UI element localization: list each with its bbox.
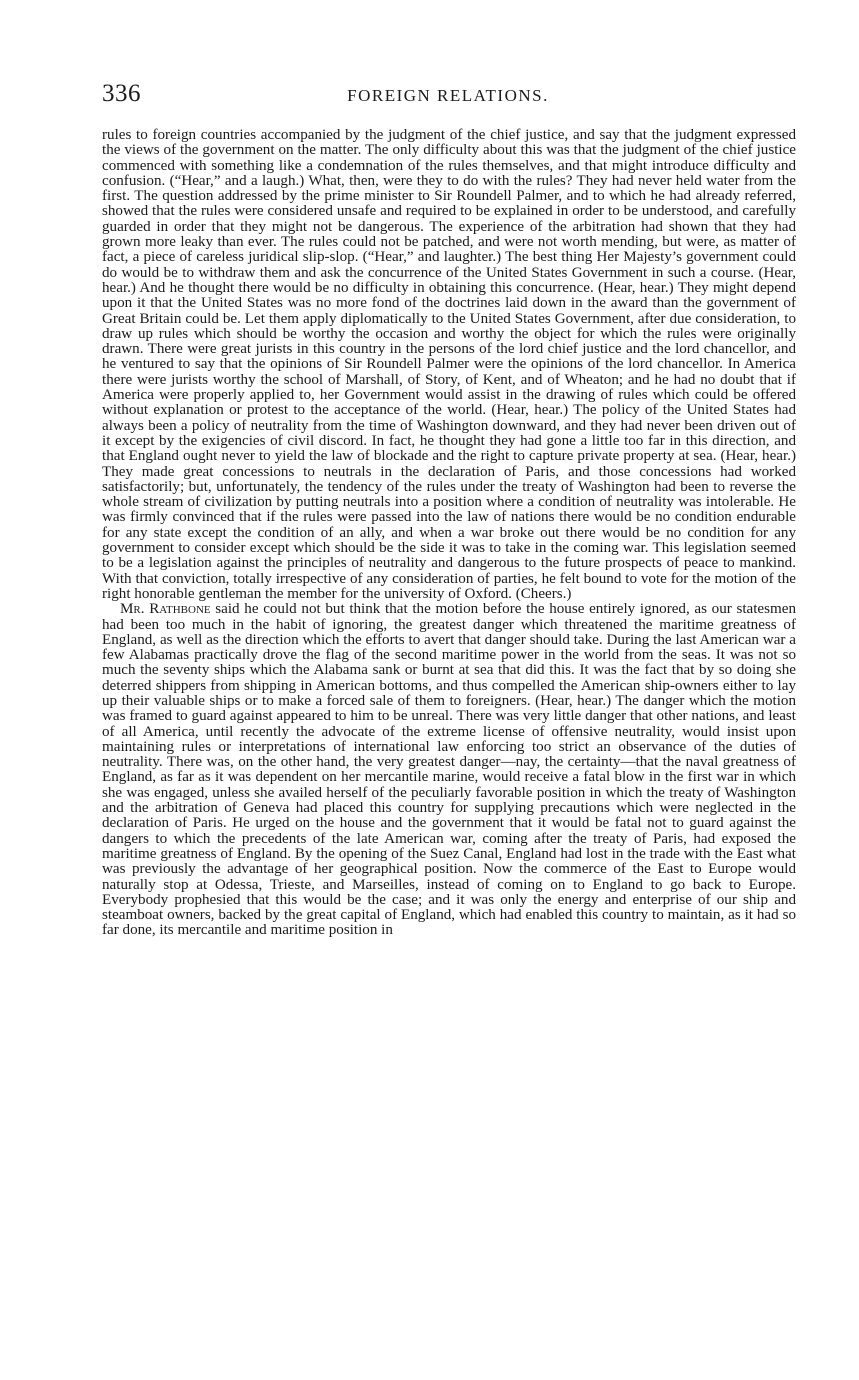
- paragraph-rathbone: [102, 602, 796, 939]
- paragraph-text: said he could not but think that the motion before the house entirely ignored, as our statesmen had been too much in the habit of ignoring, the greatest danger which threatened the maritime greatness of England, as well as the direction which the efforts to avert that danger should take. During the last American war a few Alabamas practically drove the flag of the second maritime power in the world from the seas. It was not so much the seventy ships which the Alabama sank or burnt at sea that did this. It was the fact that by so doing she deterred shippers from shipping in American bottoms, and thus compelled the American ship-owners either to lay up their valuable ships or to make a forced sale of them to foreigners. (Hear, hear.) The danger which the motion was framed to guard against appeared to him to be unreal. There was very little danger that other nations, and least of all America, until recently the advocate of the extreme license of offensive neutrality, would insist upon maintaining rules or interpretations of international law enforcing too strict an observance of the duties of neutrality. There was, on the other hand, the very greatest danger—nay, the certainty—that the naval greatness of England, as far as it was dependent on her mercantile marine, would receive a fatal blow in the first war in which she was engaged, unless she availed herself of the peculiarly favorable position in which the treaty of Washington and the arbitration of Geneva had placed this country for supplying precautions which were neglected in the declaration of Paris. He urged on the house and the government that it would be fatal not to guard against the dangers to which the precedents of the late American war, coming after the treaty of Paris, had exposed the maritime greatness of England. By the opening of the Suez Canal, England had lost in the trade with the East what was previously the advantage of her geographical position. Now the commerce of the East to Europe would naturally stop at Odessa, Trieste, and Marseilles, instead of coming on to England to go back to Europe. Everybody prophesied that this would be the case; and it was only the energy and enterprise of our ship and steamboat owners, backed by the great capital of England, which had enabled this country to maintain, as it had so far done, its mercantile and maritime position in: [102, 601, 796, 939]
- running-head: FOREIGN RELATIONS.: [347, 86, 549, 105]
- paragraph-continuation: rules to foreign countries accompanied by the judgment of the chief justice, and say that the judgment expressed the views of the government on the matter. The only difficulty about this was that the judgment of the chief justice commenced with something like a condemnation of the rules themselves, and that might introduce difficulty and confusion. (“Hear,” and a laugh.) What, then, were they to do with the rules? They had never held water from the first. The question addressed by the prime minister to Sir Roundell Palmer, and to which he had already referred, showed that the rules were considered unsafe and required to be explained in order to be understood, and carefully guarded in order that they might not be dangerous. The experience of the arbitration had shown that they had grown more leaky than ever. The rules could not be patched, and were not worth mending, but were, as matter of fact, a piece of careless juridical slip-slop. (“Hear,” and laughter.) The best thing Her Majesty’s government could do would be to withdraw them and ask the concurrence of the United States Government in such a course. (Hear, hear.) And he thought there would be no difficulty in obtaining this concurrence. (Hear, hear.) They might depend upon it that the United States was no more fond of the doctrines laid down in the award than the government of Great Britain could be. Let them apply diplomatically to the United States Government, after due consideration, to draw up rules which should be worthy the occasion and worthy the object for which the rules were originally drawn. There were great jurists in this country in the persons of the lord chief justice and the lord chancellor, and he ventured to say that the opinions of Sir Roundell Palmer were the opinions of the lord chancellor. In America there were jurists worthy the school of Marshall, of Story, of Kent, and of Wheaton; and he had no doubt that if America were properly applied to, her Government would assist in the drawing of rules which could be offered without explanation or protest to the acceptance of the world. (Hear, hear.) The policy of the United States had always been a policy of neutrality from the time of Washington downward, and they had never been driven out of it except by the exigencies of civil discord. In fact, he thought they had gone a little too far in this direction, and that England ought never to yield the law of blockade and the right to capture private property at sea. (Hear, hear.) They made great concessions to neutrals in the declaration of Paris, and those concessions had worked satisfactorily; but, unfortunately, the tendency of the rules under the treaty of Washington had been to reverse the whole stream of civilization by putting neutrals into a position where a condition of neutrality was intolerable. He was firmly convinced that if the rules were passed into the law of nations there would be no condition endurable for any state except the condition of an ally, and when a war broke out there would be no condition for any government to consider except which should be the side it was to take in the coming war. This legislation seemed to be a legislation against the principles of neutrality and dangerous to the future prospects of peace to mankind. With that conviction, totally irrespective of any consideration of parties, he felt bound to vote for the motion of the right honorable gentleman the member for the university of Oxford. (Cheers.): [102, 127, 796, 602]
- body-text: [102, 128, 796, 939]
- page-number: 336: [102, 80, 141, 107]
- page-header: [98, 80, 798, 114]
- speaker-name: Mr. Rathbone: [120, 601, 211, 618]
